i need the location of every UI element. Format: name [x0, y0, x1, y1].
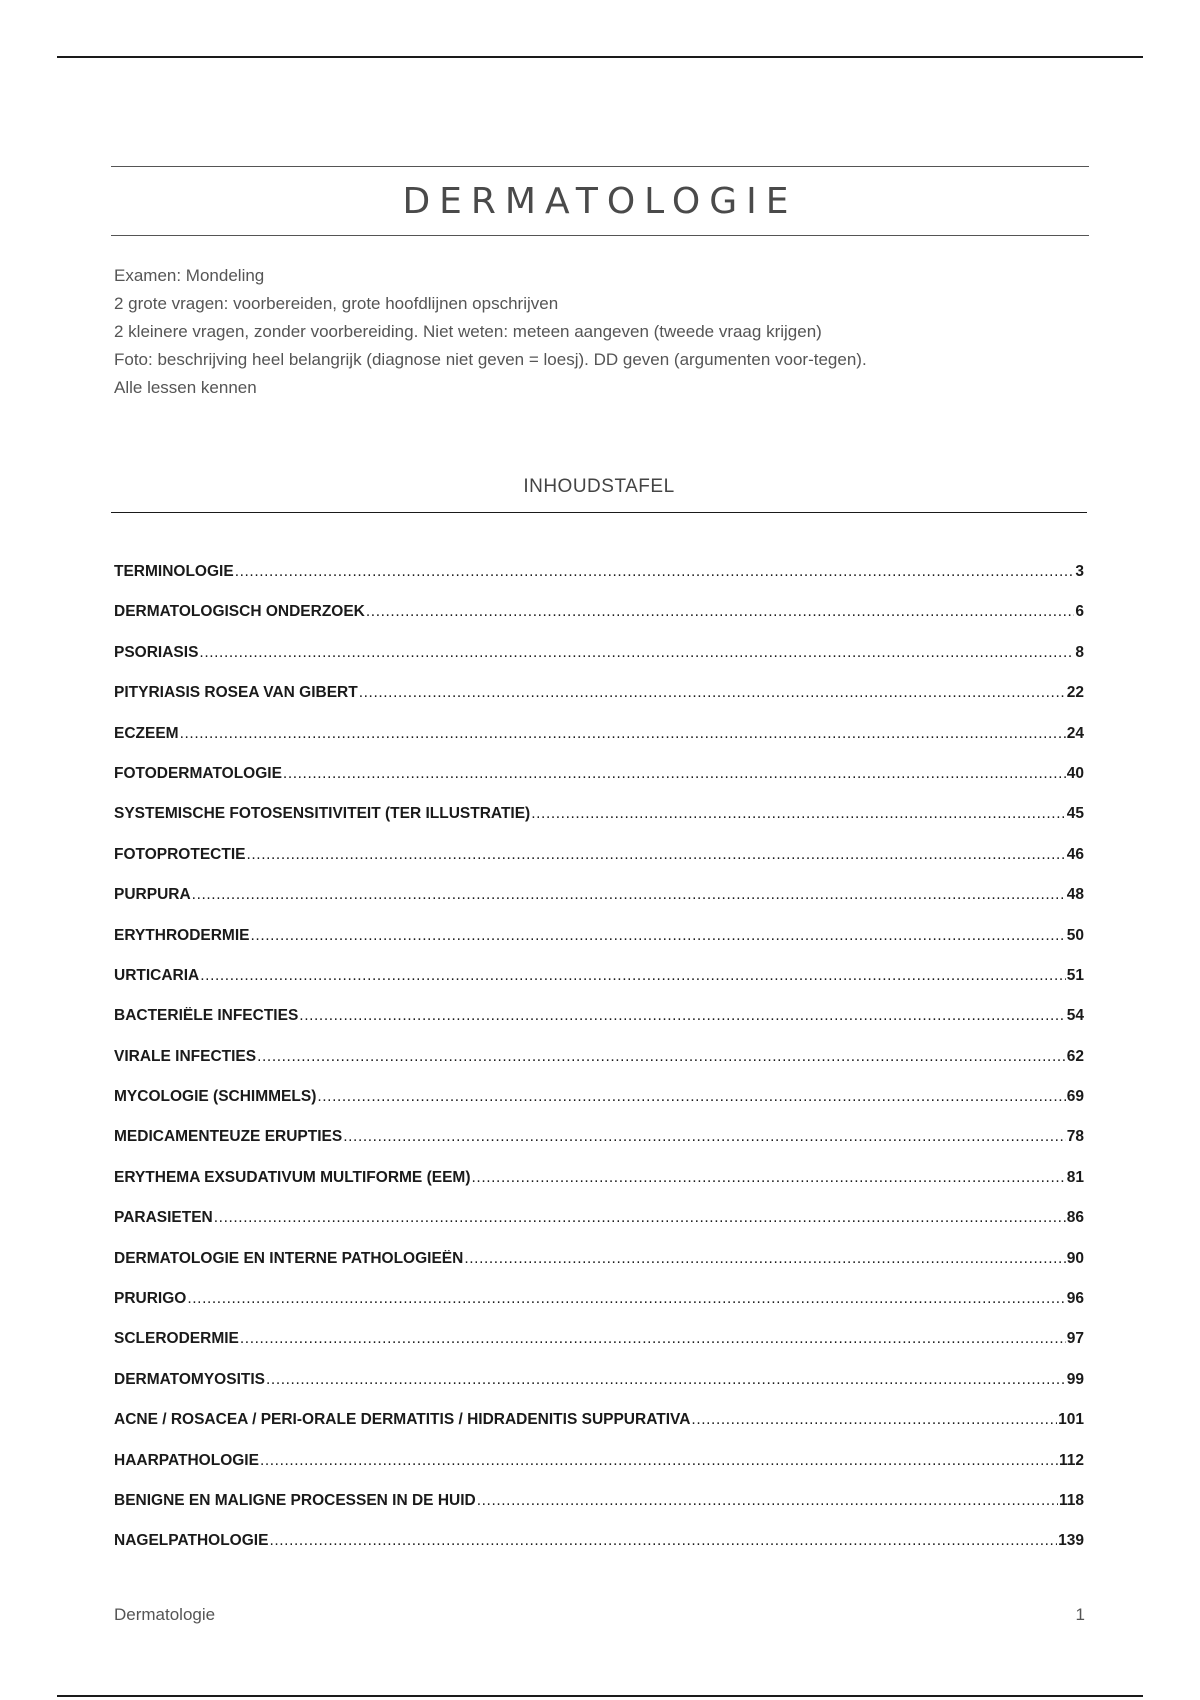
toc-entry[interactable] [114, 725, 1084, 765]
toc-entry-title: DERMATOLOGISCH ONDERZOEK [114, 603, 365, 621]
toc-dot-leader [691, 1411, 1057, 1429]
toc-entry-title: DERMATOMYOSITIS [114, 1370, 265, 1388]
toc-entry[interactable] [114, 967, 1084, 1007]
toc-entry[interactable] [114, 1371, 1084, 1411]
toc-entry-title: PURPURA [114, 886, 191, 904]
intro-line: 2 grote vragen: voorbereiden, grote hoofdlijnen opschrijven [114, 294, 559, 313]
page-border-bottom [57, 1695, 1143, 1697]
toc-entry-page: 97 [1066, 1330, 1084, 1348]
toc-entry-page: 69 [1066, 1088, 1084, 1106]
toc-entry[interactable] [114, 1492, 1084, 1532]
toc-heading: INHOUDSTAFEL [111, 476, 1087, 513]
toc-entry-page: 40 [1066, 764, 1084, 782]
toc-dot-leader [199, 644, 1074, 662]
toc-entry[interactable] [114, 1411, 1084, 1451]
toc-entry-title: HAARPATHOLOGIE [114, 1451, 259, 1469]
toc-entry-title: SCLERODERMIE [114, 1330, 239, 1348]
toc-entry-title: NAGELPATHOLOGIE [114, 1532, 269, 1550]
toc-dot-leader [240, 1330, 1066, 1348]
toc-entry-page: 99 [1066, 1370, 1084, 1388]
toc-entry-page: 54 [1066, 1007, 1084, 1025]
toc-entry-title: PITYRIASIS ROSEA VAN GIBERT [114, 684, 358, 702]
toc-entry[interactable] [114, 1128, 1084, 1168]
toc-dot-leader [260, 1452, 1058, 1470]
intro-line: Alle lessen kennen [114, 378, 257, 397]
toc-entry-title: ERYTHEMA EXSUDATIVUM MULTIFORME (EEM) [114, 1168, 471, 1186]
toc-entry[interactable] [114, 1209, 1084, 1249]
toc-entry-title: FOTOPROTECTIE [114, 845, 246, 863]
toc-entry-page: 78 [1066, 1128, 1084, 1146]
toc-entry-page: 51 [1066, 966, 1084, 984]
toc-entry[interactable] [114, 886, 1084, 926]
toc-dot-leader [235, 563, 1075, 581]
toc-dot-leader [343, 1128, 1066, 1146]
toc-entry-title: VIRALE INFECTIES [114, 1047, 257, 1065]
page-border-top [57, 56, 1143, 58]
toc-entry-page: 50 [1066, 926, 1084, 944]
toc-entry-page: 24 [1066, 724, 1084, 742]
toc-entry-page: 96 [1066, 1290, 1084, 1308]
toc-entry[interactable] [114, 644, 1084, 684]
toc-entry-page: 45 [1066, 805, 1084, 823]
toc-entry-title: BENIGNE EN MALIGNE PROCESSEN IN DE HUID [114, 1491, 476, 1509]
toc-entry[interactable] [114, 927, 1084, 967]
toc-entry-page: 112 [1058, 1451, 1084, 1469]
toc-dot-leader [366, 603, 1074, 621]
toc-dot-leader [200, 967, 1066, 985]
toc-entry-title: MYCOLOGIE (SCHIMMELS) [114, 1088, 317, 1106]
toc-entry[interactable] [114, 846, 1084, 886]
toc-entry-page: 8 [1075, 643, 1084, 661]
toc-entry-title: URTICARIA [114, 966, 200, 984]
toc-entry-page: 86 [1066, 1209, 1084, 1227]
toc-entry[interactable] [114, 1007, 1084, 1047]
toc-entry[interactable] [114, 1532, 1084, 1572]
toc-dot-leader [472, 1169, 1066, 1187]
toc-entry-title: DERMATOLOGIE EN INTERNE PATHOLOGIEËN [114, 1249, 464, 1267]
toc-entry-title: ECZEEM [114, 724, 179, 742]
toc-dot-leader [477, 1492, 1058, 1510]
toc-dot-leader [531, 805, 1066, 823]
intro-line: 2 kleinere vragen, zonder voorbereiding. Niet weten: meteen aangeven (tweede vraag krijgen) [114, 322, 822, 341]
footer-label: Dermatologie [114, 1605, 216, 1624]
toc-dot-leader [464, 1250, 1065, 1268]
toc-entry[interactable] [114, 563, 1084, 603]
intro-text [114, 262, 1094, 402]
toc-entry-title: BACTERIËLE INFECTIES [114, 1007, 299, 1025]
toc-dot-leader [246, 846, 1065, 864]
table-of-contents [114, 563, 1084, 1573]
toc-entry-page: 101 [1058, 1411, 1084, 1429]
toc-entry[interactable] [114, 1452, 1084, 1492]
intro-line: Foto: beschrijving heel belangrijk (diagnose niet geven = loesj). DD geven (argumenten voor-tegen). [114, 350, 867, 369]
toc-dot-leader [266, 1371, 1066, 1389]
toc-entry-title: PARASIETEN [114, 1209, 213, 1227]
toc-entry-title: PSORIASIS [114, 643, 199, 661]
toc-dot-leader [257, 1048, 1066, 1066]
toc-entry-page: 22 [1066, 684, 1084, 702]
toc-entry-page: 46 [1066, 845, 1084, 863]
toc-entry-title: ERYTHRODERMIE [114, 926, 250, 944]
toc-entry-page: 48 [1066, 886, 1084, 904]
intro-line: Examen: Mondeling [114, 266, 265, 285]
toc-dot-leader [214, 1209, 1066, 1227]
toc-entry[interactable] [114, 765, 1084, 805]
document-title: DERMATOLOGIE [402, 180, 798, 222]
toc-dot-leader [180, 725, 1066, 743]
footer-page-number: 1 [1075, 1605, 1085, 1624]
toc-dot-leader [359, 684, 1066, 702]
toc-entry-page: 90 [1066, 1249, 1084, 1267]
title-block [111, 166, 1089, 236]
toc-entry[interactable] [114, 1330, 1084, 1370]
toc-dot-leader [317, 1088, 1065, 1106]
toc-entry[interactable] [114, 1088, 1084, 1128]
toc-entry-title: MEDICAMENTEUZE ERUPTIES [114, 1128, 343, 1146]
toc-entry[interactable] [114, 1290, 1084, 1330]
toc-dot-leader [251, 927, 1066, 945]
toc-entry-title: FOTODERMATOLOGIE [114, 764, 282, 782]
toc-entry-title: ACNE / ROSACEA / PERI-ORALE DERMATITIS / HIDRADENITIS SUPPURATIVA [114, 1411, 691, 1429]
toc-entry[interactable] [114, 805, 1084, 845]
toc-entry-page: 3 [1075, 563, 1084, 580]
toc-entry-title: SYSTEMISCHE FOTOSENSITIVITEIT (TER ILLUSTRATIE) [114, 805, 531, 823]
toc-entry-page: 118 [1058, 1491, 1084, 1509]
toc-entry[interactable] [114, 1048, 1084, 1088]
toc-entry[interactable] [114, 1250, 1084, 1290]
toc-entry-title: TERMINOLOGIE [114, 563, 234, 580]
toc-entry-page: 81 [1066, 1168, 1084, 1186]
toc-dot-leader [187, 1290, 1065, 1308]
toc-entry-page: 6 [1075, 603, 1084, 621]
toc-entry[interactable] [114, 1169, 1084, 1209]
toc-entry-page: 139 [1058, 1532, 1084, 1550]
toc-entry[interactable] [114, 684, 1084, 724]
toc-entry[interactable] [114, 603, 1084, 643]
toc-dot-leader [299, 1007, 1065, 1025]
toc-entry-title: PRURIGO [114, 1290, 187, 1308]
toc-entry-page: 62 [1066, 1047, 1084, 1065]
toc-dot-leader [192, 886, 1066, 904]
toc-dot-leader [269, 1532, 1057, 1550]
toc-dot-leader [283, 765, 1066, 783]
